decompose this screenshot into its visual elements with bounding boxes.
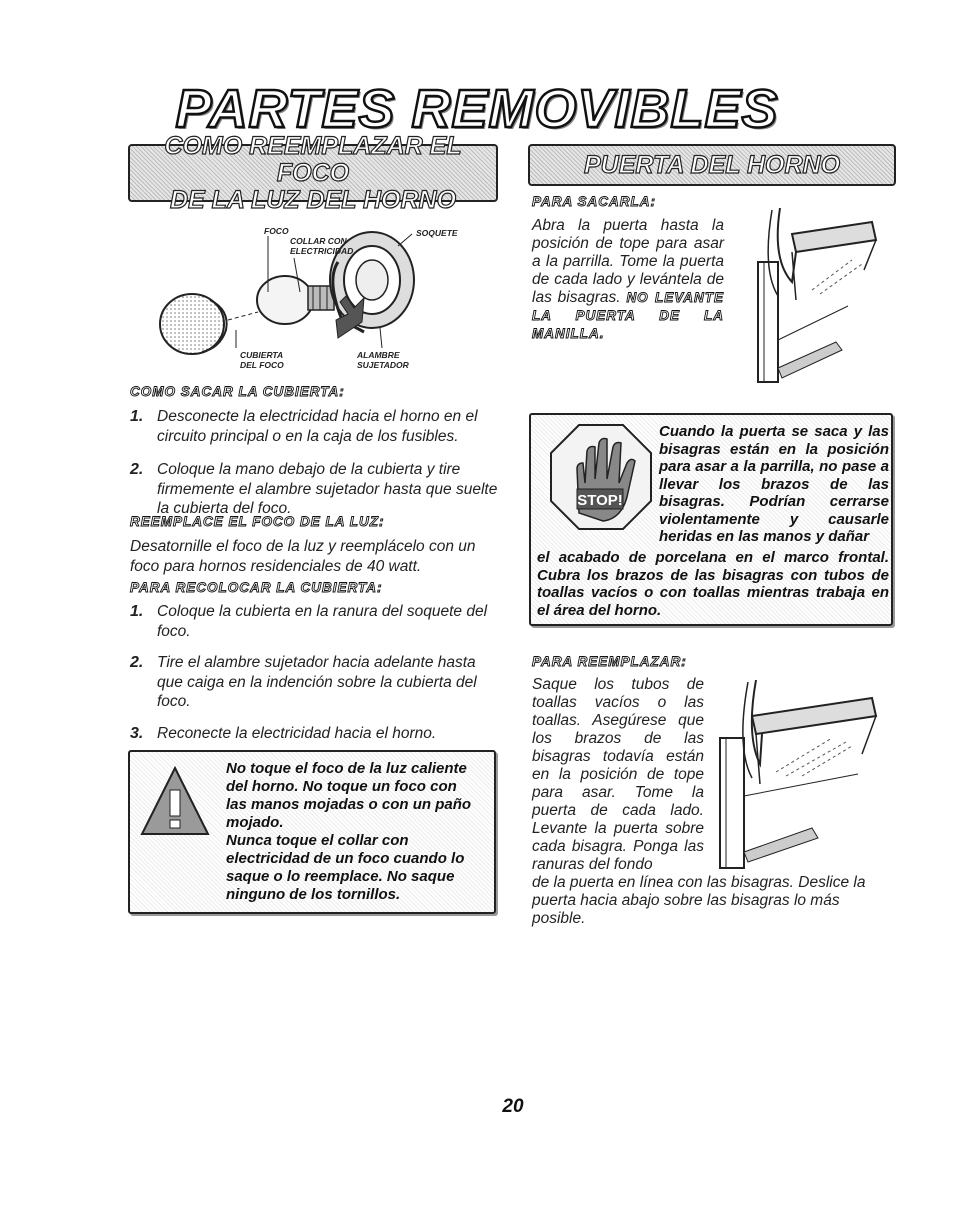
bulb-warning-line-2: Nunca toque el collar con electricidad de un foco cuando lo saque o lo reemplace. No saque ninguno de los tornillos. [226, 832, 465, 903]
label-soquete: SOQUETE [416, 228, 458, 238]
label-cubierta [240, 350, 284, 370]
hinge-warning-text-bottom: el acabado de porcelana en el marco frontal. Cubra los brazos de las bisagras con tubos de toallas vacíos o con toallas mientras trabaja en el área del horno. [537, 549, 889, 619]
remove-cover-step [130, 407, 498, 446]
door-replace-heading: PARA REEMPLAZAR: [532, 654, 687, 669]
label-cubierta-line-2: DEL FOCO [240, 360, 284, 370]
step-text: Desconecte la electricidad hacia el horno en el circuito principal o en la caja de los fusibles. [157, 408, 478, 445]
replace-cover-heading: PARA RECOLOCAR LA CUBIERTA: [130, 580, 383, 595]
door-remove-text: Abra la puerta hasta la posición de tope para asar a la parrilla. Tome la puerta de cada lado y levántela de las bisagras. [532, 217, 724, 306]
door-remove-instructions [532, 217, 724, 343]
step-number: 1. [130, 603, 144, 620]
label-alambre [357, 350, 409, 370]
door-remove-emphasis: NO LEVANTE LA PUERTA DE LA MANILLA. [532, 290, 724, 341]
warning-triangle-icon [140, 766, 210, 836]
bulb-warning-box [128, 750, 496, 914]
replace-cover-step [130, 653, 498, 712]
label-collar-line-1: COLLAR CON [290, 236, 347, 246]
door-remove-heading: PARA SACARLA: [532, 194, 656, 209]
light-bulb-icon [257, 276, 334, 324]
replace-cover-steps [130, 602, 498, 743]
oven-door-icon [720, 680, 876, 868]
step-number: 3. [130, 724, 144, 742]
door-replace-text-narrow: Saque los tubos de toallas vacíos o las toallas. Asegúrese que los brazos de las bisagras todavía están en la posición de tope para asar. Tome la puerta de cada lado. Levante la puerta sobre cada bisagra. Ponga las ranuras del fondo [532, 676, 704, 873]
step-number: 2. [130, 654, 144, 671]
bulb-banner-line-1: COMO REEMPLAZAR EL FOCO [164, 131, 462, 187]
label-alambre-line-1: ALAMBRE [357, 350, 400, 360]
label-cubierta-line-1: CUBIERTA [240, 350, 284, 360]
bulb-banner-line-2: DE LA LUZ DEL HORNO [169, 185, 457, 214]
oven-door-replace-illustration [712, 676, 882, 872]
page-title: PARTES REMOVIBLES [175, 79, 779, 139]
replace-bulb-heading: REEMPLACE EL FOCO DE LA LUZ: [130, 514, 385, 529]
door-replace-text-wide: de la puerta en línea con las bisagras. Deslice la puerta hacia abajo sobre las bisagras lo más posible. [532, 874, 866, 927]
door-section-banner: PUERTA DEL HORNO [528, 144, 896, 186]
replace-cover-step [130, 724, 498, 744]
step-number: 1. [130, 408, 144, 425]
step-text: Reconecte la electricidad hacia el horno. [157, 724, 437, 742]
hinge-warning-box [529, 413, 893, 626]
oven-door-removal-illustration [752, 200, 892, 385]
bulb-section-banner [128, 131, 498, 214]
label-alambre-line-2: SUJETADOR [357, 360, 409, 370]
label-foco: FOCO [264, 226, 289, 236]
replace-cover-step [130, 602, 498, 641]
hinge-warning-text-top: Cuando la puerta se saca y las bisagras están en la posición para asar a la parrilla, no pase a llevar los brazos de las bisagras. Podrían cerrarse violentamente y causarle heridas en las manos y dañar [659, 423, 889, 545]
step-number: 2. [130, 461, 144, 478]
stop-hand-icon [549, 423, 653, 531]
label-collar-line-2: ELECTRICIDAD [290, 246, 354, 256]
page-number: 20 [502, 1096, 524, 1117]
bulb-warning-text [226, 760, 478, 904]
remove-cover-steps [130, 407, 498, 519]
remove-cover-heading: COMO SACAR LA CUBIERTA: [130, 384, 345, 399]
bulb-cover-icon [160, 294, 227, 354]
label-collar [290, 236, 353, 256]
bulb-warning-line-1: No toque el foco de la luz caliente del horno. No toque un foco con las manos mojadas o con un paño mojado. [226, 760, 472, 831]
step-text: Coloque la cubierta en la ranura del soquete del foco. [157, 603, 488, 640]
remove-cover-step [130, 460, 498, 519]
stop-sign-label: STOP! [577, 492, 623, 509]
step-text: Coloque la mano debajo de la cubierta y tire firmemente el alambre sujetador hasta que suelte la cubierta del foco. [157, 461, 498, 517]
oven-door-icon [758, 208, 876, 382]
replace-bulb-text: Desatornille el foco de la luz y reemplácelo con un foco para hornos residenciales de 40 watt. [130, 538, 476, 575]
step-text: Tire el alambre sujetador hacia adelante hasta que caiga en la indención sobre la cubierta del foco. [157, 654, 477, 710]
